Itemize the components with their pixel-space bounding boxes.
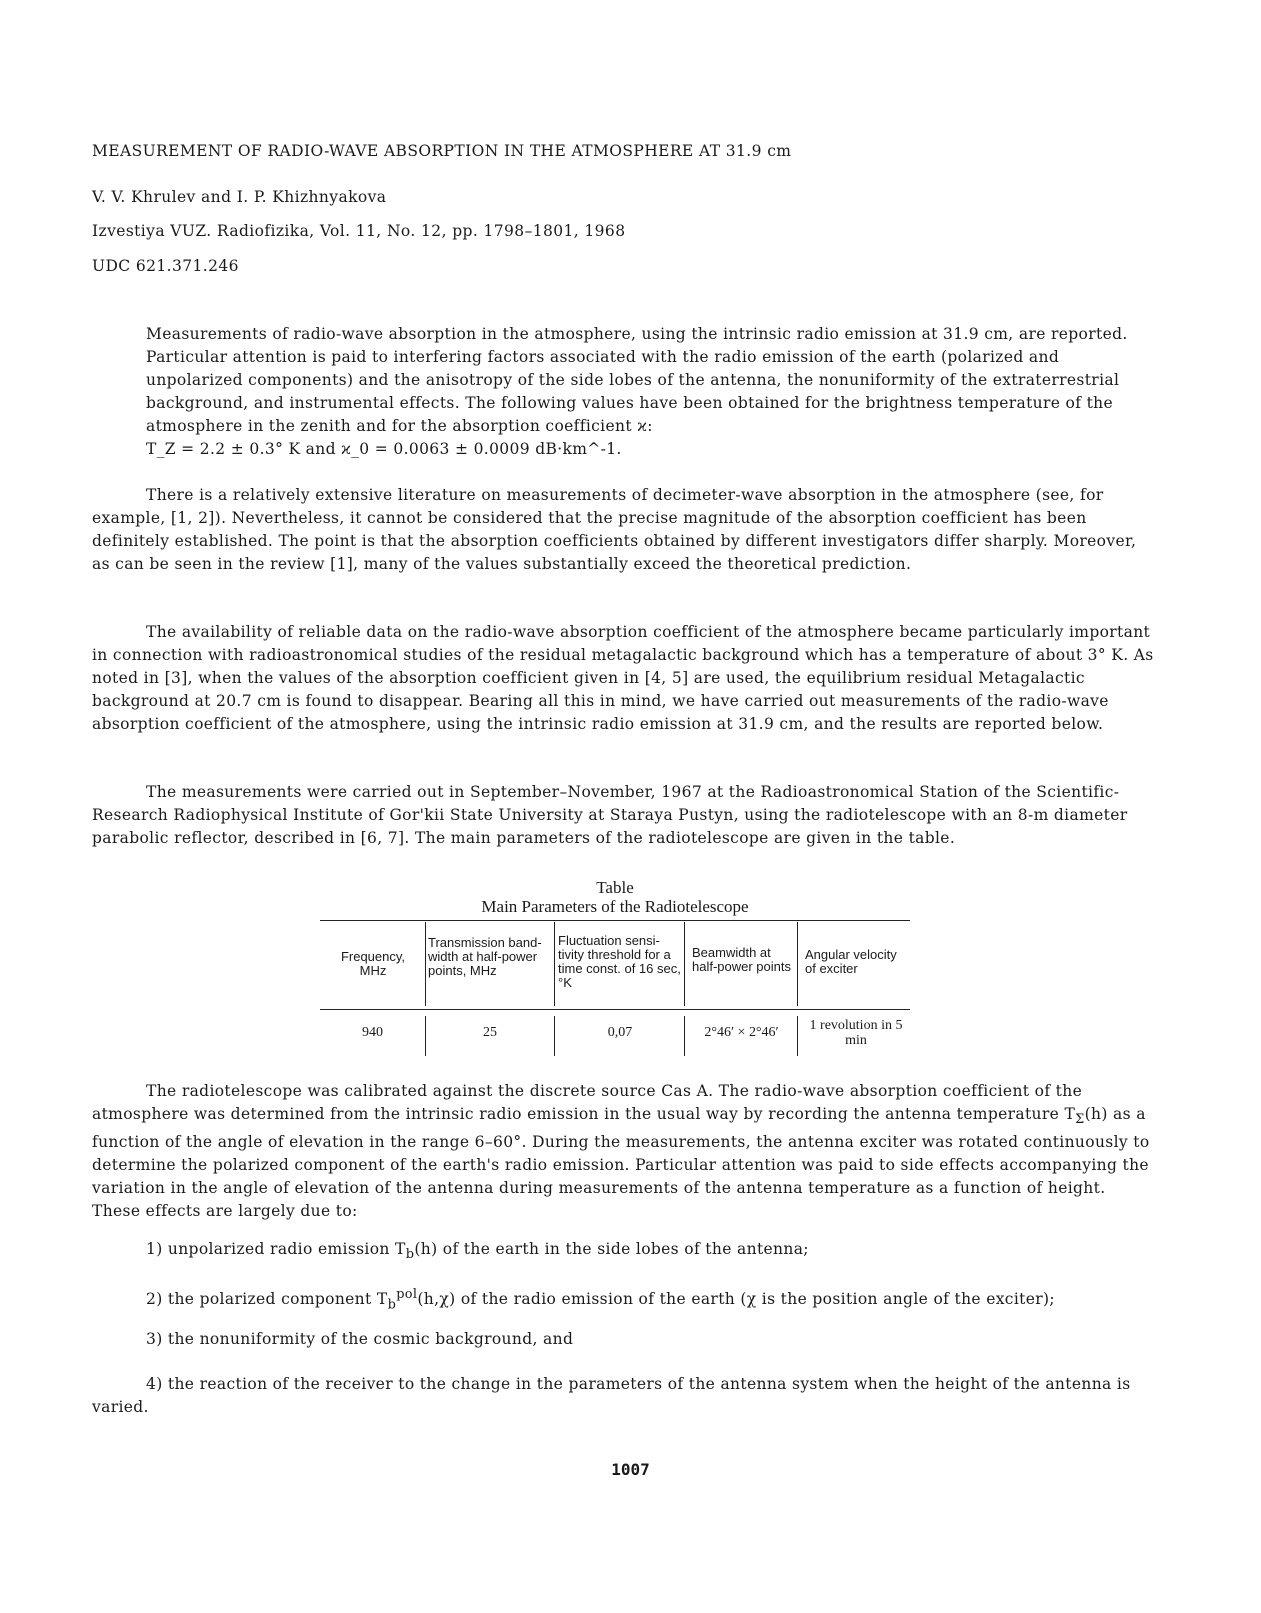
abstract: [146, 323, 1156, 461]
table-header-beamwidth: Beamwidth at half-power points: [692, 945, 791, 974]
item2-superscript: pol: [396, 1287, 418, 1302]
item2-text-a: 2) the polarized component T: [146, 1290, 388, 1309]
item1-text-a: 1) unpolarized radio emission T: [146, 1240, 406, 1258]
table-header-sensitivity: Fluctuation sensi-tivity threshold for a time const. of 16 sec, °K: [558, 933, 681, 990]
item1-subscript: b: [405, 1247, 415, 1263]
abstract-text: Measurements of radio-wave absorption in the atmosphere, using the intrinsic radio emission at 31.9 cm, are reported. Particular attention is paid to interfering factors associated with the radio emission of the earth (polarized and unpolarized components) and the anisotropy of the side lobes of the antenna, the nonuniformity of the extraterrestrial background, and instrumental effects. The following values have been obtained for the brightness temperature of the atmosphere in the zenith and for the absorption coefficient ϰ:: [146, 325, 1128, 435]
table-divider: [797, 1016, 798, 1056]
paragraph-calibration: [92, 1080, 1156, 1223]
authors: V. V. Khrulev and I. P. Khizhnyakova: [92, 188, 387, 206]
p4-text-a: The radiotelescope was calibrated against the discrete source Cas A. The radio-wave absorption coefficient of the atmosphere was determined from the intrinsic radio emission in the usual way by recording the antenna temperature T: [92, 1082, 1083, 1123]
list-item: 3) the nonuniformity of the cosmic background, and: [146, 1330, 574, 1348]
journal-citation: Izvestiya VUZ. Radiofizika, Vol. 11, No. 12, pp. 1798–1801, 1968: [92, 222, 626, 240]
list-item: [146, 1238, 1156, 1266]
table-label: Table: [596, 878, 634, 897]
table-cell-sensitivity: 0,07: [607, 1025, 633, 1040]
paper-title: MEASUREMENT OF RADIO-WAVE ABSORPTION IN THE ATMOSPHERE AT 31.9 cm: [92, 142, 792, 160]
table-header-angular-velocity: Angular velocity of exciter: [805, 947, 897, 976]
table-top-rule: [320, 920, 910, 921]
table-cell-bandwidth: 25: [483, 1025, 497, 1040]
list-item: [146, 1283, 1156, 1316]
page-number: 1007: [611, 1460, 650, 1479]
table-cell-beamwidth: 2°46′ × 2°46′: [704, 1025, 779, 1040]
table-divider: [554, 922, 555, 1006]
list-item: 4) the reaction of the receiver to the change in the parameters of the antenna system when the height of the antenna is varied.: [92, 1375, 1131, 1416]
table-divider: [684, 922, 685, 1006]
item2-text-b: (h,χ) of the radio emission of the earth (χ is the position angle of the exciter);: [417, 1290, 1055, 1309]
p4-text-b: (h) as a function of the angle of elevation in the range 6–60°. During the measurements, the antenna exciter was rotated continuously to determine the polarized component of the earth's radio emission. Particular attention was paid to side effects accompanying the variation in the angle of elevation of the antenna during measurements of the antenna temperature as a function of height. These effects are largely due to:: [92, 1105, 1150, 1221]
table-divider: [554, 1016, 555, 1056]
item2-subscript: b: [387, 1297, 397, 1313]
paragraph-measurements: The measurements were carried out in September–November, 1967 at the Radioastronomical Station of the Scientific-Research Radiophysical Institute of Gor'kii State University at Staraya Pustyn, using the radiotelescope with an 8-m diameter parabolic reflector, described in [6, 7]. The main parameters of the radiotelescope are given in the table.: [92, 783, 1128, 847]
paragraph-motivation: The availability of reliable data on the radio-wave absorption coefficient of the atmosphere became particularly important in connection with radioastronomical studies of the residual metagalactic background which has a temperature of about 3° K. As noted in [3], when the values of the absorption coefficient given in [4, 5] are used, the equilibrium residual Metagalactic background at 20.7 cm is found to disappear. Bearing all this in mind, we have carried out measurements of the radio-wave absorption coefficient of the atmosphere, using the intrinsic radio emission at 31.9 cm, and the results are reported below.: [92, 623, 1154, 733]
table-divider: [425, 922, 426, 1006]
paragraph-literature: There is a relatively extensive literature on measurements of decimeter-wave absorption in the atmosphere (see, for example, [1, 2]). Nevertheless, it cannot be considered that the precise magnitude of the absorption coefficient has been definitely established. The point is that the absorption coefficients obtained by different investigators differ sharply. Moreover, as can be seen in the review [1], many of the values substantially exceed the theoretical prediction.: [92, 486, 1137, 573]
table-cell-angular-velocity: 1 revolution in 5 min: [809, 1018, 903, 1048]
abstract-formula: T_Z = 2.2 ± 0.3° K and ϰ_0 = 0.0063 ± 0.0009 dB·km^-1.: [146, 440, 622, 458]
table-title: Main Parameters of the Radiotelescope: [481, 897, 749, 916]
table-divider: [797, 922, 798, 1006]
table-header-rule: [320, 1009, 910, 1010]
table-header-frequency: Frequency, MHz: [340, 949, 406, 978]
p4-subscript: Σ: [1075, 1112, 1085, 1128]
table-divider: [684, 1016, 685, 1056]
table-cell-frequency: 940: [362, 1025, 383, 1040]
udc-code: UDC 621.371.246: [92, 257, 239, 275]
parameters-table: [320, 920, 910, 1060]
table-header-bandwidth: Transmission band-width at half-power points, MHz: [428, 935, 542, 978]
item1-text-b: (h) of the earth in the side lobes of the antenna;: [414, 1240, 809, 1258]
